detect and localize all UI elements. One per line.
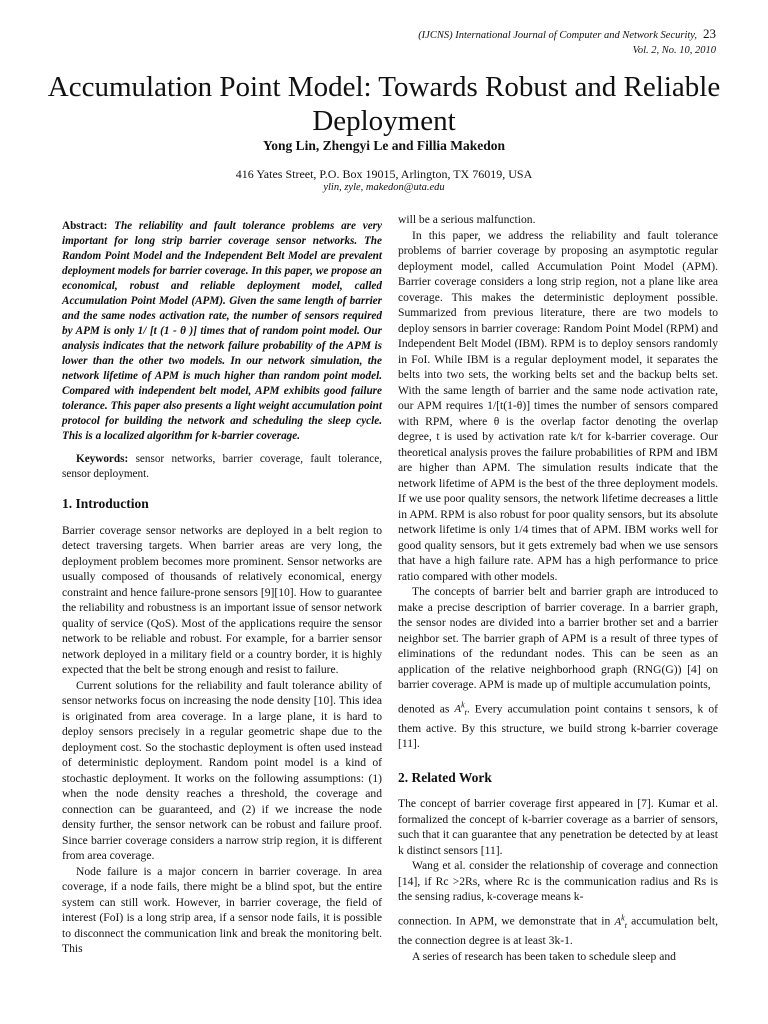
paragraph: A series of research has been taken to schedule sleep and	[412, 949, 676, 963]
keywords-text: sensor networks, barrier coverage, fault tolerance, sensor deployment.	[62, 453, 382, 480]
text-fragment: denoted as	[398, 702, 450, 716]
paper-title: Accumulation Point Model: Towards Robust and Reliable Deployment	[47, 71, 721, 137]
left-column	[62, 219, 382, 957]
paragraph: In this paper, we address the reliability and fault tolerance problems of barrier coverage by proposing an asymptotic regular deployment model, called Accumulation Point Model (APM). Barrier coverage considers a long strip region, not a plane like area coverage. This makes the deterministic deployment possible. Summarized from previous literature, there are two models to deploy sensors in barrier coverage: Random Point Model (RPM) and Independent Belt Model (IBM). RPM is to deploy sensors randomly in FoI. While IBM is a regular deployment model, it separates the belts into two sets, the working belts set and the backup belts set. With the same length of barrier and the same node activation rate, our APM requires 1/[t(1-θ)] times the number of sensors compared with RPM, where θ is the overlap factor denoting the overlap degree, t is used by activation rate k/t for k-barrier coverage. Our theoretical analysis proves the failure probabilities of RPM and IBM are higher than APM. The simulation results indicate that the network lifetime of APM is the best of the three deployment models. If we use poor quality sensors, the network lifetime decreases a little in APM. RPM is also robust for poor quality sensors, but its absolute network lifetime is only 1/4 times that of APM. IBM works well for good quality sensors, but it gets extremely bad when we use sensors that have a high failure rate. APM has a high performance to price ratio compared with other models.	[398, 228, 718, 583]
volume-info: Vol. 2, No. 10, 2010	[632, 45, 716, 56]
paragraph: The concept of barrier coverage first appeared in [7]. Kumar et al. formalized the concept of k-barrier coverage as a barrier of sensors, such that it can guarantee that any penetration be detected by at least k distinct sensors [11].	[398, 797, 718, 857]
journal-name: (IJCNS) International Journal of Computer and Network Security,	[418, 30, 697, 41]
text-fragment: . Every accumulation point contains t sensors, k of them active. By this structure, we build strong k-barrier coverage [11].	[398, 702, 719, 751]
math-symbol: A	[454, 703, 462, 716]
text-fragment: connection. In APM, we demonstrate that in	[398, 914, 611, 928]
accumulation-point-symbol	[454, 700, 467, 718]
paragraph	[398, 910, 718, 949]
abstract-label: Abstract:	[62, 220, 108, 232]
paragraph: The concepts of barrier belt and barrier graph are introduced to make a precise description of barrier coverage. In a barrier graph, the sensor nodes are divided into a barrier brother set and a barrier neighbor set. The barrier graph of APM is a result of three types of eliminations of the redundant nodes. This can be seen as an application of the relative neighborhood graph (RNG(G)) [4] on barrier coverage. APM is made up of multiple accumulation points,	[398, 585, 718, 691]
math-sup: k	[461, 700, 465, 710]
text-fragment: accumulation belt, the connection degree is at least 3k-1.	[398, 914, 719, 948]
math-sub: t	[624, 920, 627, 930]
paragraph: will be a serious malfunction.	[398, 213, 536, 226]
section-heading-introduction: 1. Introduction	[62, 496, 149, 511]
paragraph: Barrier coverage sensor networks are deployed in a belt region to detect traversing targets. When barrier areas are very long, the deployment problem becomes more prominent. Sensor networks are usually composed of thousands of relatively economical, energy constraint and hence failure-prone sensors [9][10]. How to guarantee the reliability and robustness is an important issue of sensor network quality of service (QoS). Most of the applications require the sensor network to be reliable and robust. For example, for a barrier sensor network deployed in a military field or a country border, it is highly expected that the belt be strong enough and resist to failure.	[62, 523, 382, 676]
keywords	[62, 452, 382, 482]
section-heading-related-work: 2. Related Work	[398, 769, 492, 785]
math-sup: k	[621, 912, 625, 922]
running-header	[418, 26, 716, 58]
authors: Yong Lin, Zhengyi Le and Fillia Makedon	[263, 138, 505, 153]
math-symbol: A	[614, 915, 622, 928]
accumulation-point-symbol	[614, 912, 627, 930]
affiliation: 416 Yates Street, P.O. Box 19015, Arlington, TX 76019, USA	[235, 167, 533, 181]
paragraph: Wang et al. consider the relationship of coverage and connection [14], if Rc >2Rs, where Rc is the communication radius and Rs is the sensing radius, k-coverage means k-	[398, 859, 718, 904]
right-column	[398, 212, 718, 964]
math-sub: t	[464, 708, 467, 718]
abstract	[62, 219, 382, 444]
paragraph: Node failure is a major concern in barrier coverage. In area coverage, if a node fails, there might be a blind spot, but the entire system can still work. However, in barrier coverage, the field of interest (FoI) is a long strip area, if a sensor node fails, it is possible to disconnect the communication link and break the monitoring belt. This	[62, 864, 382, 955]
keywords-label: Keywords:	[76, 453, 129, 465]
page-number: 23	[703, 26, 716, 41]
author-emails: ylin, zyle, makedon@uta.edu	[323, 182, 445, 193]
paragraph	[398, 698, 718, 752]
paragraph: Current solutions for the reliability and fault tolerance ability of sensor networks focus on increasing the node density [10]. This idea is originated from area coverage. In a large plane, it is hard to deploy sensors precisely in a regular geometric shape due to the deployment cost. So the stochastic deployment is often used instead of deterministic deployment. Random point model is a kind of stochastic deployment. It works on the following assumptions: (1) when the node density reaches a threshold, the coverage and connection can be guaranteed, and (2) if we increase the node density further, the sensor network can be robust and failure proof. Since barrier coverage considers a narrow strip region, it is different from area coverage.	[62, 678, 382, 862]
abstract-text: The reliability and fault tolerance problems are very important for long strip barrier coverage sensor networks. The Random Point Model and the Independent Belt Model are prevalent deployment models for barrier coverage. In this paper, we propose an economical, robust and reliable deployment model, called Accumulation Point Model (APM). Given the same length of barrier and the same nodes activation rate, the number of sensors required by APM is only 1/ [t (1 - θ )] times that of random point model. Our analysis indicates that the network failure probability of the APM is lower than the other two models. In our network simulation, the network lifetime of APM is much higher than random point model. Compared with independent belt model, APM exhibits good failure tolerance. This paper also presents a light weight accumulation point protocol for building the network and scheduling the sleep cycle. This is a localized algorithm for k-barrier coverage.	[62, 220, 383, 442]
